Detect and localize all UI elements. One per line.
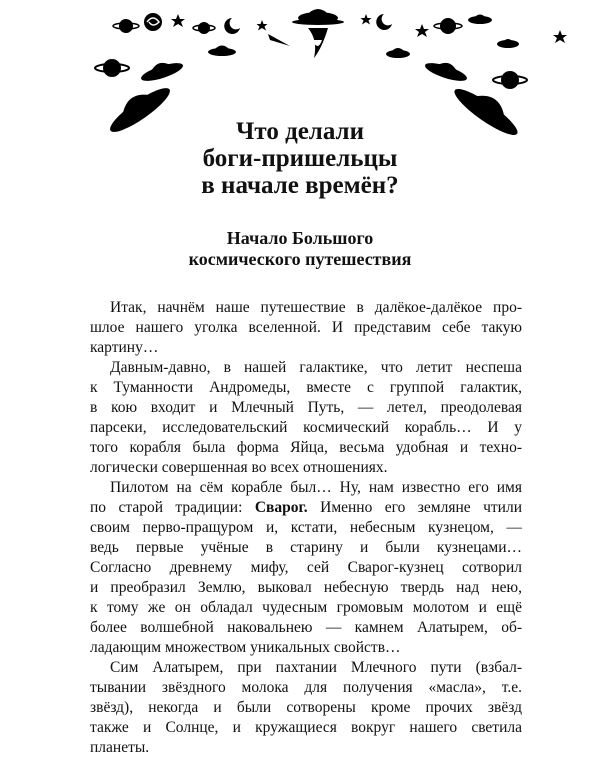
paragraph xyxy=(90,478,522,658)
title-line: боги-пришельцы xyxy=(202,145,398,172)
ufo-icon xyxy=(423,57,469,85)
text-line: в кою входит и Млечный Путь, — летел, преодолевая xyxy=(90,399,522,416)
pilot-name: Сварог. xyxy=(254,499,308,516)
chapter-title xyxy=(0,118,600,199)
ufo-icon xyxy=(386,48,410,58)
text-line: картину… xyxy=(90,339,159,356)
text-line: и преобразил Землю, выковал небесную твердь над нею, xyxy=(90,579,522,596)
paragraph xyxy=(90,298,522,358)
text-line: ведь первые учёные в старину и были кузнецами… xyxy=(90,539,522,556)
text-line: ладающим множеством уникальных свойств… xyxy=(90,639,401,656)
ufo-icon xyxy=(138,57,184,85)
text-line: парсеки, исследовательский космический корабль… И у xyxy=(90,419,522,436)
title-line: Что делали xyxy=(236,118,364,145)
text-line: к Туманности Андромеды, вместе с группой галактик, xyxy=(90,379,522,396)
text-line: того корабля была форма Яйца, весьма удобная и техно- xyxy=(90,439,522,456)
heading-line: космического путешествия xyxy=(188,249,412,269)
text-fragment: Именно его земляне чтили xyxy=(307,499,522,516)
comet-icon xyxy=(268,34,290,46)
text-line: Сим Алатырем, при пахтании Млечного пути (взбал- xyxy=(110,659,522,676)
star-icon xyxy=(415,24,429,37)
heading-line: Начало Большого xyxy=(226,228,374,248)
text-line xyxy=(90,498,522,518)
text-line: также и Солнце, и кружащиеся вокруг нашего светила xyxy=(90,719,522,736)
planet-icon xyxy=(113,19,139,33)
text-line: планеты. xyxy=(90,739,150,756)
planet-icon xyxy=(493,71,527,89)
text-line: Согласно древнему мифу, сей Сварог-кузнец сотворил xyxy=(90,559,522,576)
moon-icon xyxy=(376,14,392,30)
planet-icon xyxy=(434,18,462,34)
star-icon xyxy=(257,20,268,31)
title-line: в начале времён? xyxy=(201,172,399,199)
text-line: к тому же он обладал чудесным громовым молотом и ещё xyxy=(90,599,522,616)
text-line: звёзд), некогда и были сотворены кроме прочих звёзд xyxy=(90,699,522,716)
ufo-icon xyxy=(208,46,236,57)
text-line: тывании звёздного молока для получения «масла», т.е. xyxy=(90,679,522,696)
star-icon xyxy=(553,30,567,43)
paragraph xyxy=(90,658,522,758)
text-line: Давным-давно, в нашей галактике, что летит неспеша xyxy=(110,359,522,376)
text-line: Итак, начнём наше путешествие в далёкое-далёкое про- xyxy=(110,299,522,316)
ufo-icon xyxy=(292,9,344,25)
spiral-galaxy-icon xyxy=(144,13,162,31)
text-fragment: по старой традиции: xyxy=(90,499,255,516)
paragraph xyxy=(90,358,522,478)
ufo-icon xyxy=(497,39,519,48)
text-line: Пилотом на сём корабле был… Ну, нам известно его имя xyxy=(110,479,522,496)
ufo-icon xyxy=(468,15,492,25)
moon-icon xyxy=(224,18,240,34)
section-heading xyxy=(0,228,600,270)
text-line: логически совершенная во всех отношениях. xyxy=(90,459,388,476)
text-line: более волшебной наковальнею — камнем Алатырем, об- xyxy=(90,619,522,636)
star-icon xyxy=(361,14,372,25)
body-text xyxy=(90,298,522,758)
star-icon xyxy=(171,14,185,27)
planet-icon xyxy=(193,22,215,34)
planet-icon xyxy=(95,59,129,77)
rocket-icon xyxy=(308,28,328,58)
text-line: своим перво-пращуром и, кстати, небесным кузнецом, — xyxy=(90,519,522,536)
text-line: шлое нашего уголка вселенной. И представим себе такую xyxy=(90,319,522,336)
